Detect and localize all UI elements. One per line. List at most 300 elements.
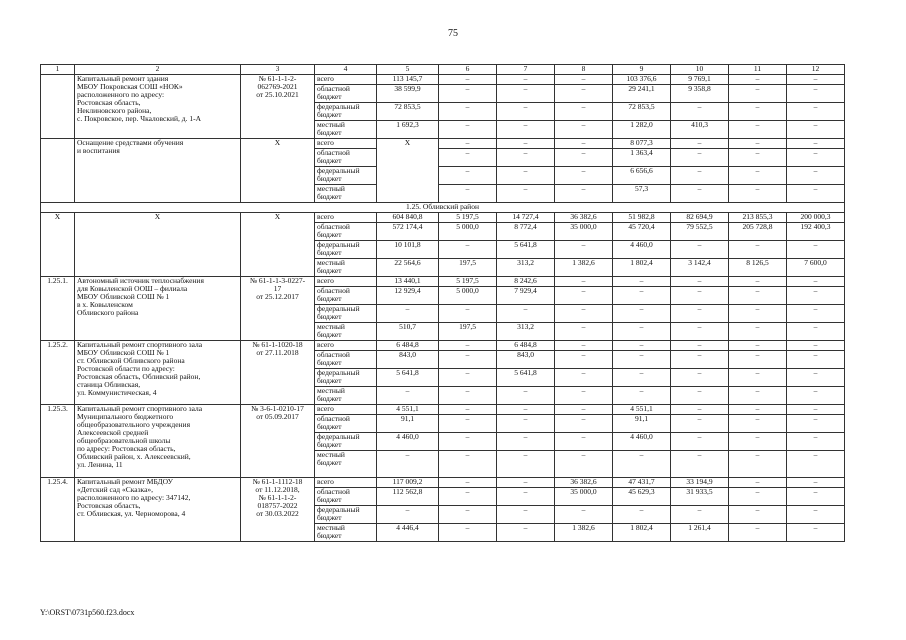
- value-cell: –: [497, 524, 555, 542]
- funding-source: [315, 75, 377, 85]
- document-ref-line: № 61-1-1-2-: [258, 74, 297, 83]
- value-cell: –: [671, 139, 729, 149]
- value-cell: –: [671, 149, 729, 167]
- value-cell: 8 126,5: [729, 259, 787, 277]
- value-cell: 57,3: [613, 185, 671, 203]
- value-cell: 604 840,8: [377, 213, 439, 223]
- column-header: 6: [439, 65, 497, 75]
- value-cell: –: [787, 287, 845, 305]
- funding-source-line: всего: [317, 74, 334, 83]
- funding-source-line: областной: [317, 350, 350, 359]
- value-cell: –: [671, 369, 729, 387]
- value-cell: –: [787, 524, 845, 542]
- value-cell: 10 101,8: [377, 241, 439, 259]
- item-description-line: Алексеевской средней: [77, 428, 149, 437]
- document-ref-line: от 25.12.2017: [256, 292, 299, 301]
- funding-source-line: всего: [317, 340, 334, 349]
- funding-source-line: местный: [317, 523, 345, 532]
- value-cell: 38 599,9: [377, 85, 439, 103]
- funding-source: [315, 139, 377, 149]
- value-cell: 1 802,4: [613, 259, 671, 277]
- value-cell: –: [613, 305, 671, 323]
- funding-source-line: федеральный: [317, 304, 360, 313]
- funding-source: [315, 478, 377, 488]
- value-cell: –: [497, 149, 555, 167]
- column-header: 1: [41, 65, 75, 75]
- value-cell: –: [787, 305, 845, 323]
- document-ref: [241, 277, 315, 341]
- value-cell: –: [787, 478, 845, 488]
- value-cell: –: [439, 149, 497, 167]
- value-cell: –: [439, 121, 497, 139]
- value-cell: –: [439, 85, 497, 103]
- value-cell: –: [787, 341, 845, 351]
- value-cell: –: [613, 287, 671, 305]
- value-cell: 36 382,6: [555, 213, 613, 223]
- value-cell: 47 431,7: [613, 478, 671, 488]
- funding-source: [315, 85, 377, 103]
- document-ref-line: от 25.10.2021: [256, 90, 299, 99]
- document-ref-line: № 61-1-1112-18: [252, 477, 303, 486]
- value-cell: 410,3: [671, 121, 729, 139]
- value-cell: 4 460,0: [613, 433, 671, 451]
- value-cell: –: [729, 167, 787, 185]
- value-cell: 72 853,5: [377, 103, 439, 121]
- funding-source: [315, 433, 377, 451]
- value-cell: –: [497, 506, 555, 524]
- value-cell: –: [497, 405, 555, 415]
- item-description: [75, 341, 241, 405]
- value-cell: 4 460,0: [377, 433, 439, 451]
- table-row: [41, 75, 845, 85]
- value-cell: –: [729, 277, 787, 287]
- funding-source-line: местный: [317, 322, 345, 331]
- funding-source-line: всего: [317, 477, 334, 486]
- funding-source-line: бюджет: [317, 230, 342, 239]
- funding-source: [315, 103, 377, 121]
- table-row: [41, 139, 845, 149]
- funding-source: [315, 241, 377, 259]
- value-cell: –: [497, 85, 555, 103]
- value-cell: 9 358,8: [671, 85, 729, 103]
- item-description-line: Ростовской области по адресу:: [77, 364, 175, 373]
- item-description-line: Муниципального бюджетного: [77, 412, 174, 421]
- item-description-line: Обливского района: [77, 308, 139, 317]
- value-cell: –: [497, 75, 555, 85]
- funding-source: [315, 415, 377, 433]
- value-cell: 7 600,0: [787, 259, 845, 277]
- value-cell: 51 982,8: [613, 213, 671, 223]
- funding-source-line: федеральный: [317, 240, 360, 249]
- item-description-line: Ростовская область,: [77, 501, 141, 510]
- item-description-line: Капитальный ремонт здания: [77, 74, 169, 83]
- value-cell: –: [671, 405, 729, 415]
- item-description-line: с. Покровское, пер. Чкаловский, д. 1-А: [77, 114, 202, 123]
- value-cell: –: [729, 341, 787, 351]
- value-cell: 91,1: [377, 415, 439, 433]
- funding-source: [315, 506, 377, 524]
- value-cell: 8 242,6: [497, 277, 555, 287]
- value-cell: –: [555, 351, 613, 369]
- funding-source-line: бюджет: [317, 495, 342, 504]
- value-cell: –: [613, 451, 671, 478]
- value-cell: 7 929,4: [497, 287, 555, 305]
- value-cell: –: [729, 185, 787, 203]
- value-cell: –: [729, 323, 787, 341]
- funding-source-line: бюджет: [317, 513, 342, 522]
- item-description-line: общеобразовательной школы: [77, 436, 171, 445]
- value-cell: 197,5: [439, 323, 497, 341]
- document-ref: [241, 478, 315, 542]
- funding-source-line: местный: [317, 184, 345, 193]
- value-cell: –: [671, 506, 729, 524]
- value-cell: –: [729, 405, 787, 415]
- column-header: 2: [75, 65, 241, 75]
- item-number: 1.25.1.: [41, 277, 75, 341]
- funding-source: [315, 149, 377, 167]
- column-header: 9: [613, 65, 671, 75]
- funding-source-line: областной: [317, 148, 350, 157]
- funding-source-line: всего: [317, 404, 334, 413]
- item-description-line: Х: [154, 212, 161, 221]
- value-cell: –: [377, 305, 439, 323]
- item-description-line: МБОУ Обливской СОШ № 1: [77, 348, 170, 357]
- funding-source-line: местный: [317, 386, 345, 395]
- table-row: [41, 478, 845, 488]
- column-header: 8: [555, 65, 613, 75]
- value-cell: –: [671, 103, 729, 121]
- funding-source-line: областной: [317, 487, 350, 496]
- value-cell: –: [671, 451, 729, 478]
- funding-source-line: бюджет: [317, 531, 342, 540]
- value-cell: –: [555, 121, 613, 139]
- value-cell: –: [497, 488, 555, 506]
- value-cell: 4 551,1: [377, 405, 439, 415]
- document-ref-line: от 30.03.2022: [256, 509, 299, 518]
- value-cell: –: [787, 149, 845, 167]
- item-description-line: МБОУ Покровская СОШ «НОК»: [77, 82, 183, 91]
- value-cell: –: [787, 103, 845, 121]
- value-cell: –: [729, 387, 787, 405]
- value-cell: 113 145,7: [377, 75, 439, 85]
- value-cell: 82 694,9: [671, 213, 729, 223]
- item-description: [75, 405, 241, 478]
- funding-source-line: федеральный: [317, 432, 360, 441]
- value-cell: –: [671, 241, 729, 259]
- value-cell: –: [439, 167, 497, 185]
- value-cell: –: [787, 369, 845, 387]
- value-cell: –: [787, 167, 845, 185]
- item-description-line: общеобразовательного учреждения: [77, 420, 191, 429]
- funding-source: [315, 121, 377, 139]
- column-header: 11: [729, 65, 787, 75]
- funding-source-line: местный: [317, 120, 345, 129]
- value-cell: 1 282,0: [613, 121, 671, 139]
- value-cell: –: [555, 149, 613, 167]
- value-cell: –: [439, 488, 497, 506]
- value-cell: –: [497, 451, 555, 478]
- value-cell: –: [555, 506, 613, 524]
- value-cell: –: [787, 85, 845, 103]
- value-cell: 45 720,4: [613, 223, 671, 241]
- table-row: [41, 277, 845, 287]
- value-cell: 510,7: [377, 323, 439, 341]
- table-row: [41, 341, 845, 351]
- value-cell: –: [729, 149, 787, 167]
- funding-source-line: бюджет: [317, 294, 342, 303]
- value-cell: –: [787, 121, 845, 139]
- value-cell: 6 484,8: [377, 341, 439, 351]
- value-cell: –: [439, 241, 497, 259]
- item-description-line: МБОУ Обливской СОШ № 1: [77, 292, 170, 301]
- value-cell: –: [671, 185, 729, 203]
- value-cell: 5 641,8: [497, 241, 555, 259]
- funding-source: [315, 259, 377, 277]
- value-cell: –: [497, 433, 555, 451]
- value-cell: –: [787, 351, 845, 369]
- item-description: [75, 277, 241, 341]
- value-cell: –: [555, 405, 613, 415]
- value-cell: –: [439, 185, 497, 203]
- value-cell: –: [729, 241, 787, 259]
- value-cell: –: [555, 323, 613, 341]
- value-cell: –: [497, 103, 555, 121]
- item-description-line: ул. Ленина, 11: [77, 460, 123, 469]
- value-cell: –: [613, 323, 671, 341]
- value-cell: –: [671, 433, 729, 451]
- value-cell: 5 641,8: [497, 369, 555, 387]
- value-cell: –: [439, 433, 497, 451]
- value-cell: –: [555, 85, 613, 103]
- funding-source: [315, 524, 377, 542]
- value-cell: –: [497, 185, 555, 203]
- section-title: 1.25. Обливский район: [41, 203, 845, 213]
- value-cell: –: [439, 524, 497, 542]
- value-cell: –: [729, 103, 787, 121]
- document-ref-line: Х: [274, 138, 281, 147]
- value-cell: –: [439, 506, 497, 524]
- value-cell: –: [613, 506, 671, 524]
- value-cell: 29 241,1: [613, 85, 671, 103]
- item-description-line: Неклиновского района,: [77, 106, 152, 115]
- item-description-line: Автономный источник теплоснабжения: [77, 276, 204, 285]
- document-ref-line: от 27.11.2018: [256, 348, 299, 357]
- value-cell: –: [671, 387, 729, 405]
- value-cell: –: [555, 277, 613, 287]
- funding-source-line: бюджет: [317, 128, 342, 137]
- funding-source-line: бюджет: [317, 192, 342, 201]
- value-cell: 12 929,4: [377, 287, 439, 305]
- value-cell: 91,1: [613, 415, 671, 433]
- value-cell: 843,0: [497, 351, 555, 369]
- document-ref-line: от 11.12.2018,: [255, 485, 300, 494]
- funding-source-line: бюджет: [317, 174, 342, 183]
- value-cell: 213 855,3: [729, 213, 787, 223]
- value-cell: –: [497, 387, 555, 405]
- item-description-line: в х. Ковыленском: [77, 300, 133, 309]
- item-description-line: «Детский сад «Сказка»,: [77, 485, 154, 494]
- value-cell: 1 363,4: [613, 149, 671, 167]
- value-cell: –: [439, 369, 497, 387]
- funding-source: [315, 451, 377, 478]
- value-cell: –: [497, 121, 555, 139]
- document-ref-line: 018757-2022: [257, 501, 298, 510]
- document-ref-line: Х: [274, 212, 281, 221]
- merged-value: Х: [377, 139, 439, 203]
- value-cell: –: [671, 305, 729, 323]
- value-cell: –: [555, 415, 613, 433]
- value-cell: 112 562,8: [377, 488, 439, 506]
- value-cell: 313,2: [497, 323, 555, 341]
- value-cell: –: [671, 341, 729, 351]
- value-cell: –: [439, 341, 497, 351]
- value-cell: 35 000,0: [555, 488, 613, 506]
- item-description: [75, 478, 241, 542]
- value-cell: 4 460,0: [613, 241, 671, 259]
- funding-source-line: бюджет: [317, 376, 342, 385]
- item-description: [75, 139, 241, 203]
- funding-source-line: всего: [317, 212, 334, 221]
- item-description-line: расположенного по адресу:: [77, 90, 165, 99]
- funding-source-line: бюджет: [317, 156, 342, 165]
- value-cell: –: [787, 241, 845, 259]
- funding-source-line: бюджет: [317, 312, 342, 321]
- funding-source-line: всего: [317, 138, 334, 147]
- value-cell: 6 656,6: [613, 167, 671, 185]
- value-cell: –: [729, 85, 787, 103]
- value-cell: –: [787, 387, 845, 405]
- value-cell: 313,2: [497, 259, 555, 277]
- value-cell: 4 446,4: [377, 524, 439, 542]
- funding-source-line: бюджет: [317, 266, 342, 275]
- value-cell: –: [729, 506, 787, 524]
- item-description-line: расположенного по адресу: 347142,: [77, 493, 191, 502]
- value-cell: –: [787, 433, 845, 451]
- column-header: 3: [241, 65, 315, 75]
- value-cell: 8 077,3: [613, 139, 671, 149]
- value-cell: 33 194,9: [671, 478, 729, 488]
- value-cell: –: [555, 139, 613, 149]
- funding-source-line: всего: [317, 276, 334, 285]
- value-cell: 5 197,5: [439, 277, 497, 287]
- value-cell: –: [729, 524, 787, 542]
- funding-source: [315, 488, 377, 506]
- document-ref-line: 062769-2021: [257, 82, 298, 91]
- document-ref-line: 17: [273, 284, 282, 293]
- value-cell: –: [439, 305, 497, 323]
- value-cell: 72 853,5: [613, 103, 671, 121]
- value-cell: –: [671, 287, 729, 305]
- funding-source-line: бюджет: [317, 394, 342, 403]
- value-cell: –: [729, 369, 787, 387]
- value-cell: 4 551,1: [613, 405, 671, 415]
- document-ref: [241, 405, 315, 478]
- funding-source: [315, 223, 377, 241]
- value-cell: 1 261,4: [671, 524, 729, 542]
- value-cell: –: [555, 341, 613, 351]
- value-cell: 1 802,4: [613, 524, 671, 542]
- value-cell: –: [671, 415, 729, 433]
- document-ref-line: от 05.09.2017: [256, 412, 299, 421]
- value-cell: –: [439, 451, 497, 478]
- item-description: [75, 213, 241, 277]
- value-cell: –: [377, 506, 439, 524]
- value-cell: –: [729, 415, 787, 433]
- item-description-line: для Ковыленской ООШ – филиала: [77, 284, 188, 293]
- value-cell: –: [787, 451, 845, 478]
- funding-source-line: областной: [317, 222, 350, 231]
- value-cell: –: [787, 139, 845, 149]
- item-description-line: станица Обливская,: [77, 380, 141, 389]
- funding-source: [315, 341, 377, 351]
- item-description: [75, 75, 241, 139]
- value-cell: –: [555, 103, 613, 121]
- column-header: 10: [671, 65, 729, 75]
- value-cell: –: [729, 478, 787, 488]
- value-cell: –: [497, 415, 555, 433]
- value-cell: –: [439, 75, 497, 85]
- table-row: [41, 405, 845, 415]
- item-description-line: Капитальный ремонт МБДОУ: [77, 477, 173, 486]
- funding-source-line: областной: [317, 286, 350, 295]
- item-number: Х: [41, 213, 75, 277]
- value-cell: –: [555, 369, 613, 387]
- value-cell: –: [729, 121, 787, 139]
- value-cell: –: [671, 323, 729, 341]
- funding-source-line: областной: [317, 84, 350, 93]
- funding-source-line: областной: [317, 414, 350, 423]
- value-cell: –: [439, 139, 497, 149]
- document-ref-line: № 61-1-1-3-0227-: [249, 276, 306, 285]
- value-cell: –: [671, 351, 729, 369]
- item-number: 1.25.4.: [41, 478, 75, 542]
- value-cell: –: [729, 75, 787, 85]
- value-cell: –: [787, 405, 845, 415]
- funding-source: [315, 387, 377, 405]
- item-description-line: Оснащение средствами обучения: [77, 138, 184, 147]
- funding-source: [315, 405, 377, 415]
- file-path-footer: Y:\ORST\0731p560.f23.docx: [40, 608, 135, 617]
- value-cell: 200 000,3: [787, 213, 845, 223]
- funding-source: [315, 369, 377, 387]
- funding-source: [315, 351, 377, 369]
- value-cell: 117 009,2: [377, 478, 439, 488]
- funding-source: [315, 213, 377, 223]
- value-cell: 192 400,3: [787, 223, 845, 241]
- funding-source-line: федеральный: [317, 102, 360, 111]
- document-ref-line: № 61-1-1-2-: [258, 493, 297, 502]
- value-cell: –: [555, 433, 613, 451]
- value-cell: 22 564,6: [377, 259, 439, 277]
- funding-table: [40, 64, 845, 542]
- item-description-line: и воспитания: [77, 146, 120, 155]
- value-cell: –: [729, 305, 787, 323]
- section-row: [41, 203, 845, 213]
- value-cell: –: [497, 139, 555, 149]
- column-header: 7: [497, 65, 555, 75]
- value-cell: 8 772,4: [497, 223, 555, 241]
- value-cell: –: [729, 351, 787, 369]
- value-cell: 103 376,6: [613, 75, 671, 85]
- item-description-line: Ростовская область, Обливский район,: [77, 372, 201, 381]
- funding-source: [315, 185, 377, 203]
- item-description-line: Капитальный ремонт спортивного зала: [77, 404, 203, 413]
- funding-source-line: федеральный: [317, 166, 360, 175]
- funding-source-line: федеральный: [317, 505, 360, 514]
- value-cell: 36 382,6: [555, 478, 613, 488]
- funding-source-line: бюджет: [317, 92, 342, 101]
- value-cell: 843,0: [377, 351, 439, 369]
